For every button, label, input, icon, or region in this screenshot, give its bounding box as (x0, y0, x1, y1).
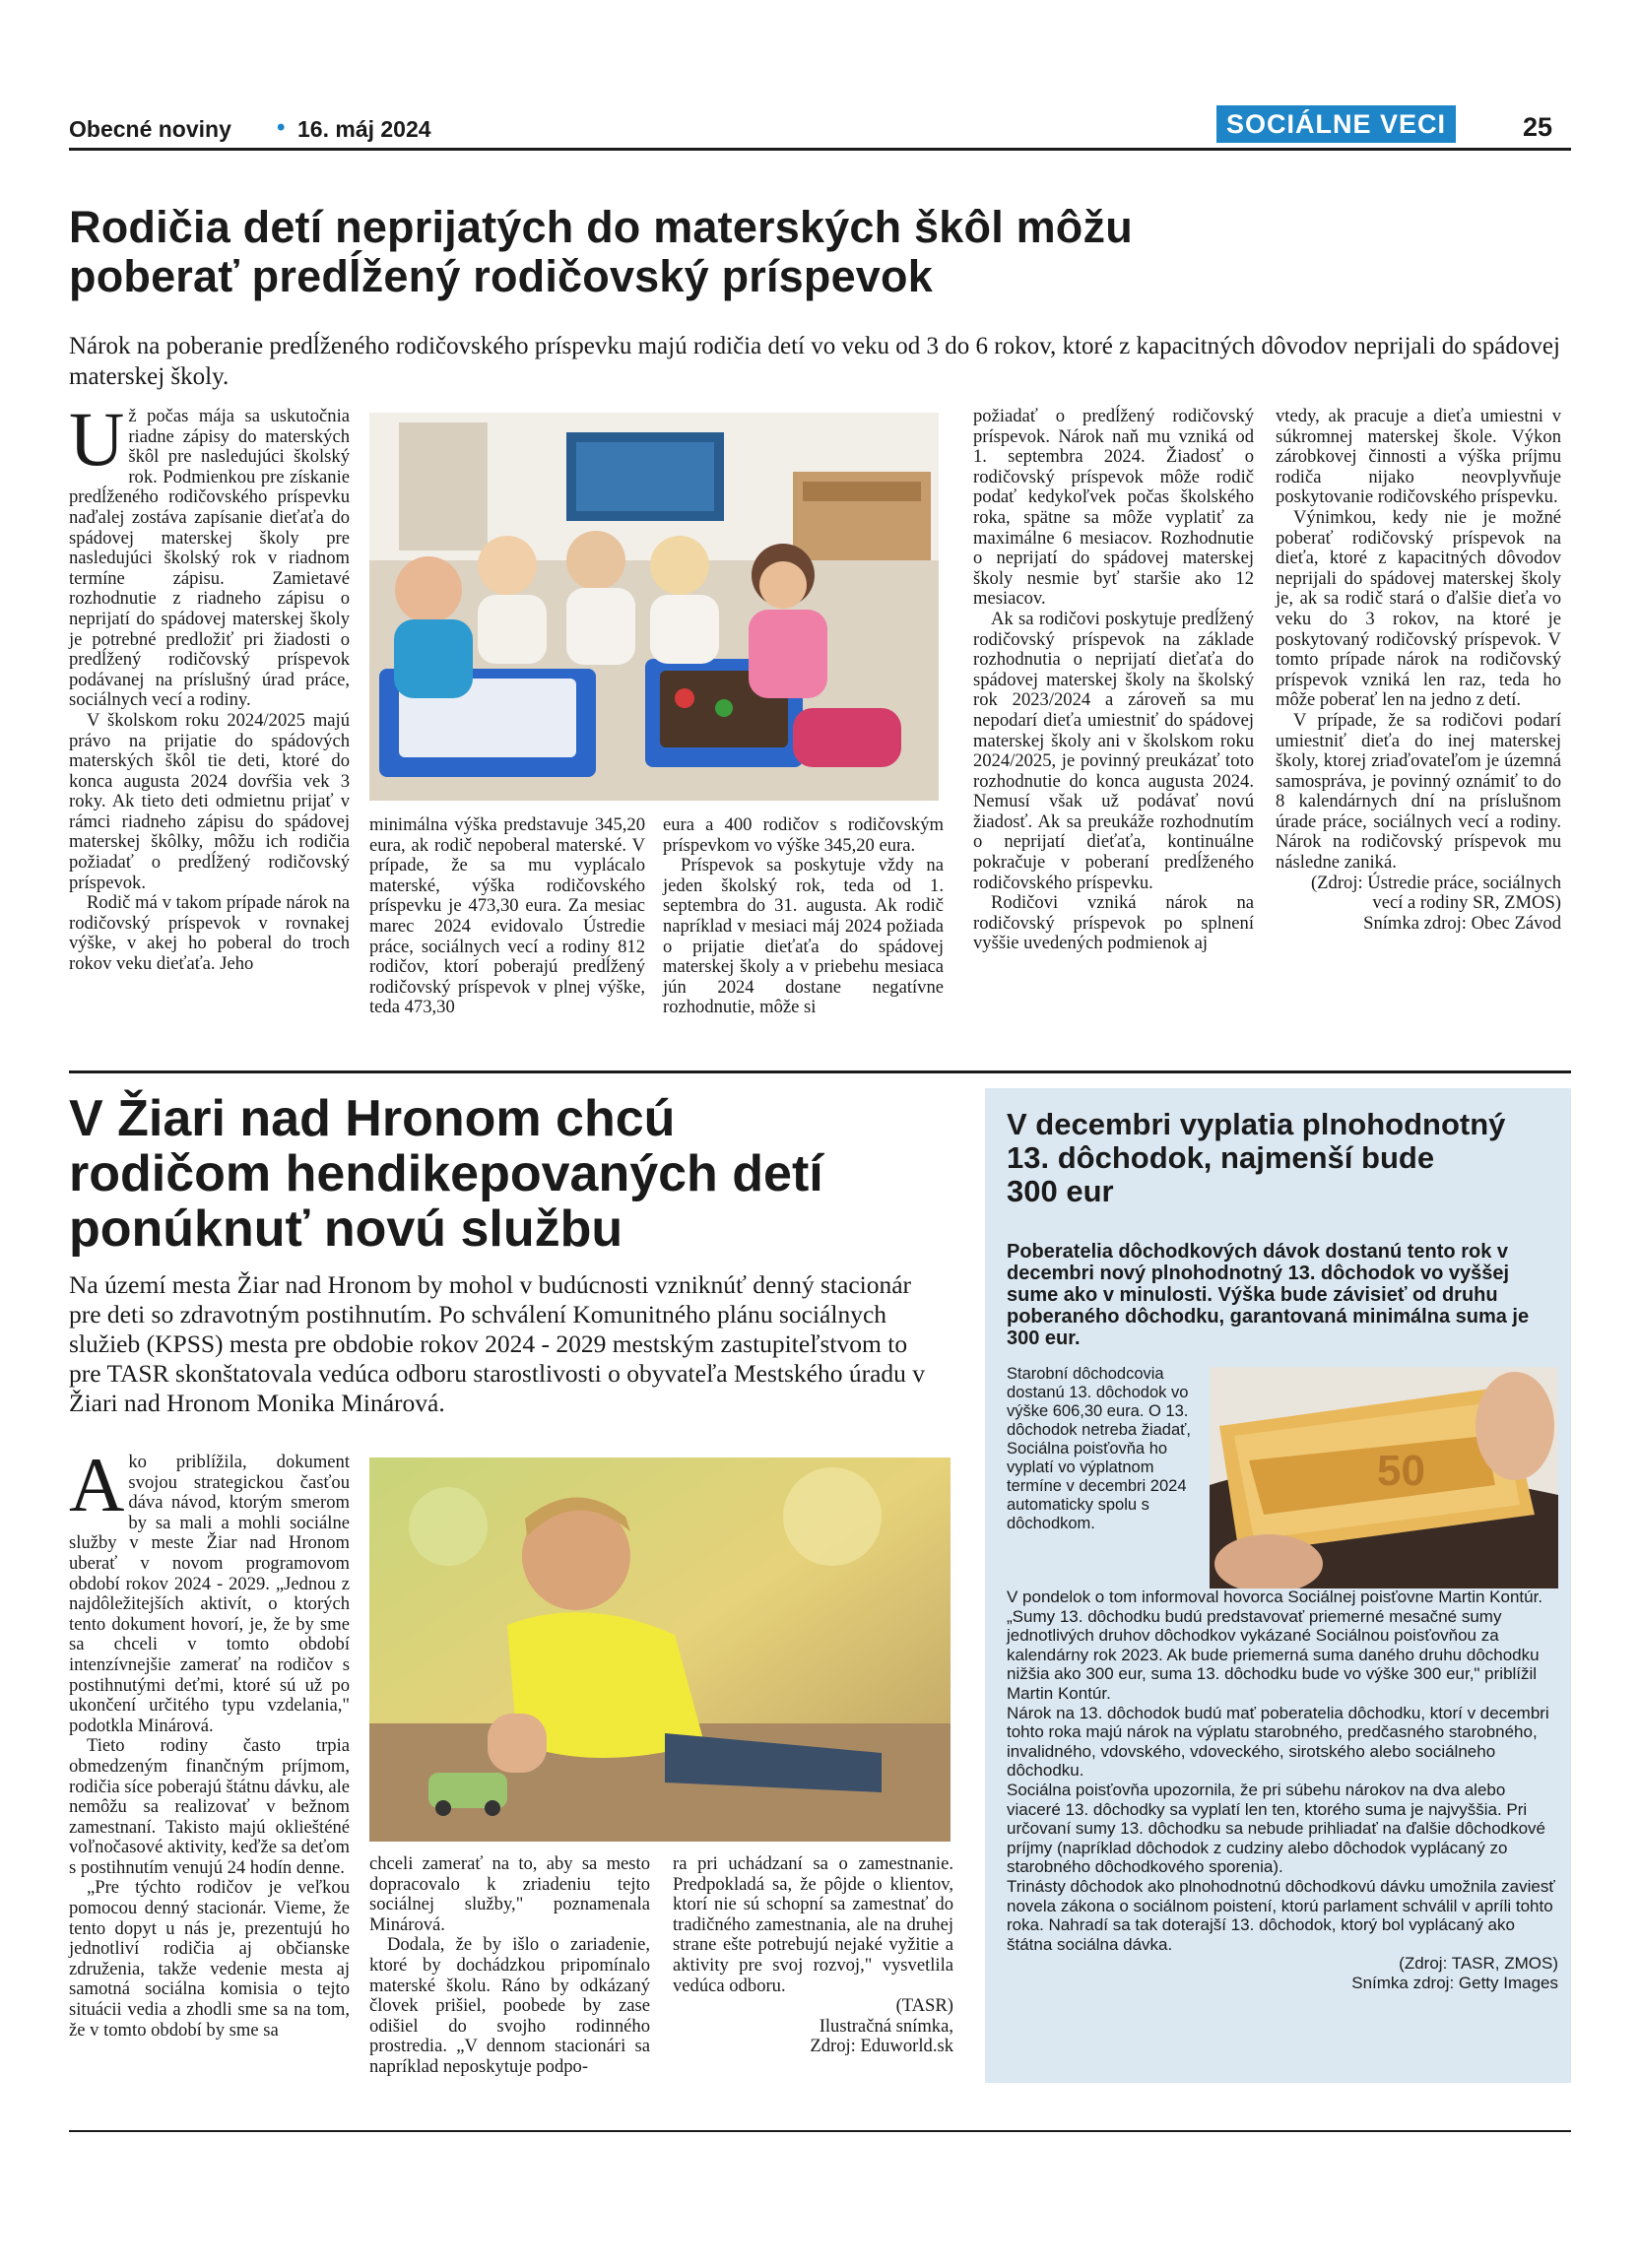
article2-photo-caption: Ilustračná snímka, (819, 2015, 953, 2037)
article2-col3 (673, 1854, 953, 2057)
article1-headline (69, 203, 1571, 301)
article1-col1-p3: Rodič má v takom prípade nárok na rodičovský príspevok v rovnakej výške, v akej ho poberal do troch rokov veku dieťaťa. Jeho (69, 892, 350, 975)
article2-col2 (369, 1854, 650, 2078)
article1-col4-p1: požiadať o predĺžený rodičovský príspevok. Nárok naň mu vzniká od 1. septembra 2024. Žiadosť o rodičovský príspevok môže rodič podať kedykoľvek počas školského roka, spätne sa môže vyplatiť za maximálne 6 mesiacov. Rozhodnutie o neprijatí do spádovej materskej školy nesmie byť staršie ako 12 mesiacov. (973, 406, 1254, 610)
article1-title-line2: poberať predĺžený rodičovský príspevok (69, 251, 933, 301)
article1-col1-p1: ž počas mája sa uskutočnia riadne zápisy do materských škôl pre nasledujúci školský rok. Podmienkou pre získanie predĺženého rodičovského príspevku naďalej zostáva zapísanie dieťaťa do spádovej materskej školy pre nasledujúci školský rok v riadnom termíne zápisu. Zamietavé rozhodnutie z riadneho zápisu o neprijatí do spádovej materskej školy je potrebné predložiť pri žiadosti o predĺžený rodičovský príspevok podávanej na príslušný úrad práce, sociálnych vecí a rodiny. (69, 406, 350, 711)
article1-col4-p2: Ak sa rodičovi poskytuje predĺžený rodičovský príspevok na základe rozhodnutia o neprijatí dieťaťa do spádovej materskej školy na školský rok 2023/2024 a zároveň sa mu nepodarí dieťa umiestniť do spádovej materskej školy ani v školskom roku 2024/2025, je povinný preukázať toto rozhodnutie do konca augusta 2024. Nemusí však už podávať novú žiadosť. Ak sa preukáže rozhodnutím o neprijatí dieťaťa, kontinuálne pokračuje v poberaní predĺženého rodičovského príspevku. (973, 608, 1254, 893)
article1-title-line1: Rodičia detí neprijatých do materských škôl môžu (69, 202, 1133, 252)
article1-col3-p2: Príspevok sa poskytuje vždy na jeden školský rok, teda od 1. septembra do 31. augusta. Ak rodič napríklad v mesiaci máj 2024 požiada o prijatie dieťaťa do spádovej materskej školy a v priebehu mesiaca jún 2024 dostane negatívne rozhodnutie, môže si (663, 855, 944, 1018)
article3-title-line2: 13. dôchodok, najmenší bude (1007, 1140, 1435, 1175)
article1-col2-p1: minimálna výška predstavuje 345,20 eura, ak rodič nepoberal materské. V prípade, že sa mu vyplácalo materské, výška rodičovského príspevku je 473,30 eura. Za mesiac marec 2024 evidovalo Ústredie práce, sociálnych vecí a rodiny 812 rodičov, ktorí poberajú predĺžený rodičovský príspevok v plnej výške, teda 473,30 (369, 814, 645, 1018)
article1-col5-p2: Výnimkou, kedy nie je možné poberať rodičovský príspevok na dieťa, ktoré z kapacitných dôvodov neprijali do spádovej materskej školy je, ak sa rodič stará o ďalšie dieťa vo veku do 3 rokov, na ktoré je poskytovaný rodičovský príspevok. V tomto prípade nárok na rodičovský príspevok vzniká len raz, teda ho môže poberať len na jedno z detí. (1276, 506, 1561, 711)
article1-col5-p1: vtedy, ak pracuje a dieťa umiestni v súkromnej materskej škole. Výkon zárobkovej činnosti a výška príjmu rodiča nijako neovplyvňuje poskytovanie rodičovského príspevku. (1276, 406, 1561, 508)
article3-p3: Sociálna poisťovňa upozornila, že pri súbehu nárokov na dva alebo viaceré 13. dôchodky sa vyplatí len ten, ktorého suma je najvyššia. Pri určovaní sumy 13. dôchodku sa nebude prihliadať na ďalšie dôchodkové príjmy (napríklad dôchodok z cudziny alebo dôchodok vyplácaný zo starobného dôchodkového sporenia). (1007, 1780, 1546, 1877)
article2-col2-p2: Dodala, že by išlo o zariadenie, ktoré by dochádzkou pripomínalo materské školu. Ráno by odkázaný človek prišiel, poobede by zase odišiel do svojho rodinného prostredia. „V dennom stacionári sa napríklad neposkytuje podpo- (369, 1934, 650, 2077)
article2-title-line2: rodičom hendikepovaných detí (69, 1145, 823, 1202)
article2-col3-p1: ra pri uchádzaní sa o zamestnanie. Predpokladá sa, že pôjde o klientov, ktorí nie sú schopní sa zamestnať do tradičného zamestnania, ale na druhej strane ešte potrebujú nejaké vyžitie a aktivity pre svoj rozvoj," vysvetlila vedúca odboru. (673, 1853, 953, 1996)
article1-source: (Zdroj: Ústredie práce, sociálnych vecí a rodiny SR, ZMOS) (1310, 872, 1561, 914)
article1-col1-p2: V školskom roku 2024/2025 majú právo na prijatie do spádových materských škôl tie deti, ktoré do konca augusta 2024 dovŕšia vek 3 roky. Ak tieto deti odmietnu prijať v rámci riadneho zápisu do spádovej materskej škôlky, môžu ich rodičia požiadať o predĺžený rodičovský príspevok. (69, 709, 350, 893)
article3-p2: Nárok na 13. dôchodok budú mať poberatelia dôchodku, ktorí v decembri tohto roka majú nárok na výplatu starobného, predčasného starobného, invalidného, vdovského, vdoveckého, sirotského alebo sociálneho dôchodku. (1007, 1703, 1549, 1781)
article2-col2-p1: chceli zamerať na to, aby sa mesto dopracovalo k zriadeniu tejto sociálnej služby," poznamenala Minárová. (369, 1853, 650, 1935)
article2-photo-credit: Zdroj: Eduworld.sk (810, 2036, 953, 2057)
masthead-strip (69, 111, 1571, 151)
article2-dropcap: A (69, 1442, 125, 1527)
article1-dropcap: U (69, 396, 125, 482)
issue-date: 16. máj 2024 (297, 116, 431, 142)
article2-col1-p2: Tieto rodiny často trpia obmedzeným finančným príjmom, rodičia síce poberajú štátnu dávku, ale nemôžu sa realizovať v bežnom zamestnaní. Takisto majú okliešténé voľnočasové aktivity, keďže sa deťom s postihnutím venujú 24 hodín denne. (69, 1735, 350, 1878)
article1-col2 (369, 815, 645, 1018)
article1-bottom-rule (69, 1070, 1571, 1073)
banknotes-wallet-photo (1210, 1367, 1558, 1588)
article1-col4-p3: Rodičovi vzniká nárok na rodičovský príspevok po splnení vyššie uvedených podmienok aj (973, 892, 1254, 954)
article2-col1 (69, 1442, 350, 2041)
article1-col5 (1276, 407, 1561, 934)
article3-photo-credit: Snímka zdroj: Getty Images (1351, 1973, 1558, 1992)
article3-headline (1007, 1108, 1558, 1208)
article2-col1-p1: ko priblížila, dokument svojou strategickou časťou dáva návod, ktorým smerom by sa mali a mohli sociálne služby v meste Žiar nad Hronom uberať v novom programovom období rokov 2024 - 2029. „Jednou z najdôležitejších aktivít, o ktorých tento dokument hovorí, je, že by sme sa chceli v tomto období intenzívnejšie zamerať na rodičov s postihnutými deťmi, ktoré sú už po ukončení určitého typu vzdelania," podotkla Minárová. (69, 1452, 350, 1736)
article2-title-line3: ponúknuť novú službu (69, 1200, 623, 1258)
article1-col3 (663, 815, 944, 1018)
header-bullet: • (277, 114, 286, 141)
article1-lead: Nárok na poberanie predĺženého rodičovského príspevku majú rodičia detí vo veku od 3 do 6 rokov, ktoré z kapacitných dôvodov neprijali do spádovej materskej školy. (69, 333, 1560, 390)
article2-col1-p3: „Pre týchto rodičov je veľkou pomocou denný stacionár. Vieme, že tento dopyt u nás je, prezentujú ho jednotliví rodičia aj občianske združenia, takže vedenie mesta aj samotná sociálna komisia o tejto situácii vedia a zhodli sme sa na tom, že v tomto období by sme sa (69, 1877, 350, 2041)
article3-wrap-text: Starobní dôchodcovia dostanú 13. dôchodok vo výške 606,30 eura. O 13. dôchodok netreba žiadať, Sociálna poisťovňa ho vyplatí vo výplatnom termíne v decembri 2024 automaticky spolu s dôchodkom. (1007, 1365, 1191, 1532)
article3-title-line1: V decembri vyplatia plnohodnotný (1007, 1107, 1506, 1141)
article1-photo-credit: Snímka zdroj: Obec Závod (1363, 912, 1561, 934)
header-rule (69, 148, 1571, 151)
page-number: 25 (1523, 112, 1553, 142)
article1-col4 (973, 407, 1254, 954)
paper-name: Obecné noviny (69, 116, 231, 142)
child-toy-car-photo (369, 1458, 951, 1842)
article3-p1: V pondelok o tom informoval hovorca Sociálnej poisťovne Martin Kontúr. „Sumy 13. dôchodku budú predstavovať priemerné mesačné sumy jednotlivých druhov dôchodkov vykázané Sociálnou poisťovňou za kalendárny rok 2023. Ak bude priemerná suma daného druhu dôchodku nižšia ako 300 eur, suma 13. dôchodku bude vo výške 300 eur," priblížil Martin Kontúr. (1007, 1588, 1543, 1703)
article2-lead: Na území mesta Žiar nad Hronom by mohol v budúcnosti vzniknúť denný stacionár pre deti so zdravotným postihnutím. Po schválení Komunitného plánu sociálnych služieb (KPSS) mesta pre obdobie rokov 2024 - 2029 mestským zastupiteľstvom to pre TASR skonštatovala vedúca odboru starostlivosti o obyvateľa Mestského úradu v Žiari nad Hronom Monika Minárová. (69, 1270, 926, 1417)
article3-p4: Trinásty dôchodok ako plnohodnotnú dôchodkovú dávku umožnila zaviesť novela zákona o sociálnom poistení, ktorú parlament schválil v apríli tohto roka. Nahradí sa tak doterajší 13. dôchodok, ktorý bol vyplácaný ako štátna sociálna dávka. (1007, 1876, 1555, 1954)
section-badge: SOCIÁLNE VECI (1216, 105, 1456, 143)
article1-col5-p3: V prípade, že sa rodičovi podarí umiestniť dieťa do inej materskej školy, ktorej zriaďovateľom je územná samospráva, je povinný oznámiť to do 8 kalendárnych dní na príslušnom úrade práce, sociálnych vecí a rodiny. Nárok na rodičovský príspevok mu následne zaniká. (1276, 709, 1561, 874)
article1-col1 (69, 396, 350, 975)
banknote-value-label: 50 (1377, 1447, 1425, 1495)
article1-col3-p1: eura a 400 rodičov s rodičovským príspevkom vo výške 345,20 eura. (663, 814, 944, 856)
article3-title-line3: 300 eur (1007, 1174, 1114, 1208)
article2-source: (TASR) (895, 1995, 953, 2017)
page-bottom-rule (69, 2130, 1571, 2132)
article3-body (1007, 1588, 1558, 1992)
article2-headline (69, 1091, 936, 1257)
children-sandbox-photo (369, 413, 939, 801)
article3-source: (Zdroj: TASR, ZMOS) (1399, 1954, 1558, 1974)
article2-title-line1: V Žiari nad Hronom chcú (69, 1090, 676, 1147)
article3-lead: Poberatelia dôchodkových dávok dostanú tento rok v decembri nový plnohodnotný 13. dôchodok vo vyššej sume ako v minulosti. Výška bude závisieť od druhu poberaného dôchodku, garantovaná minimálna suma je 300 eur. (1007, 1241, 1530, 1349)
